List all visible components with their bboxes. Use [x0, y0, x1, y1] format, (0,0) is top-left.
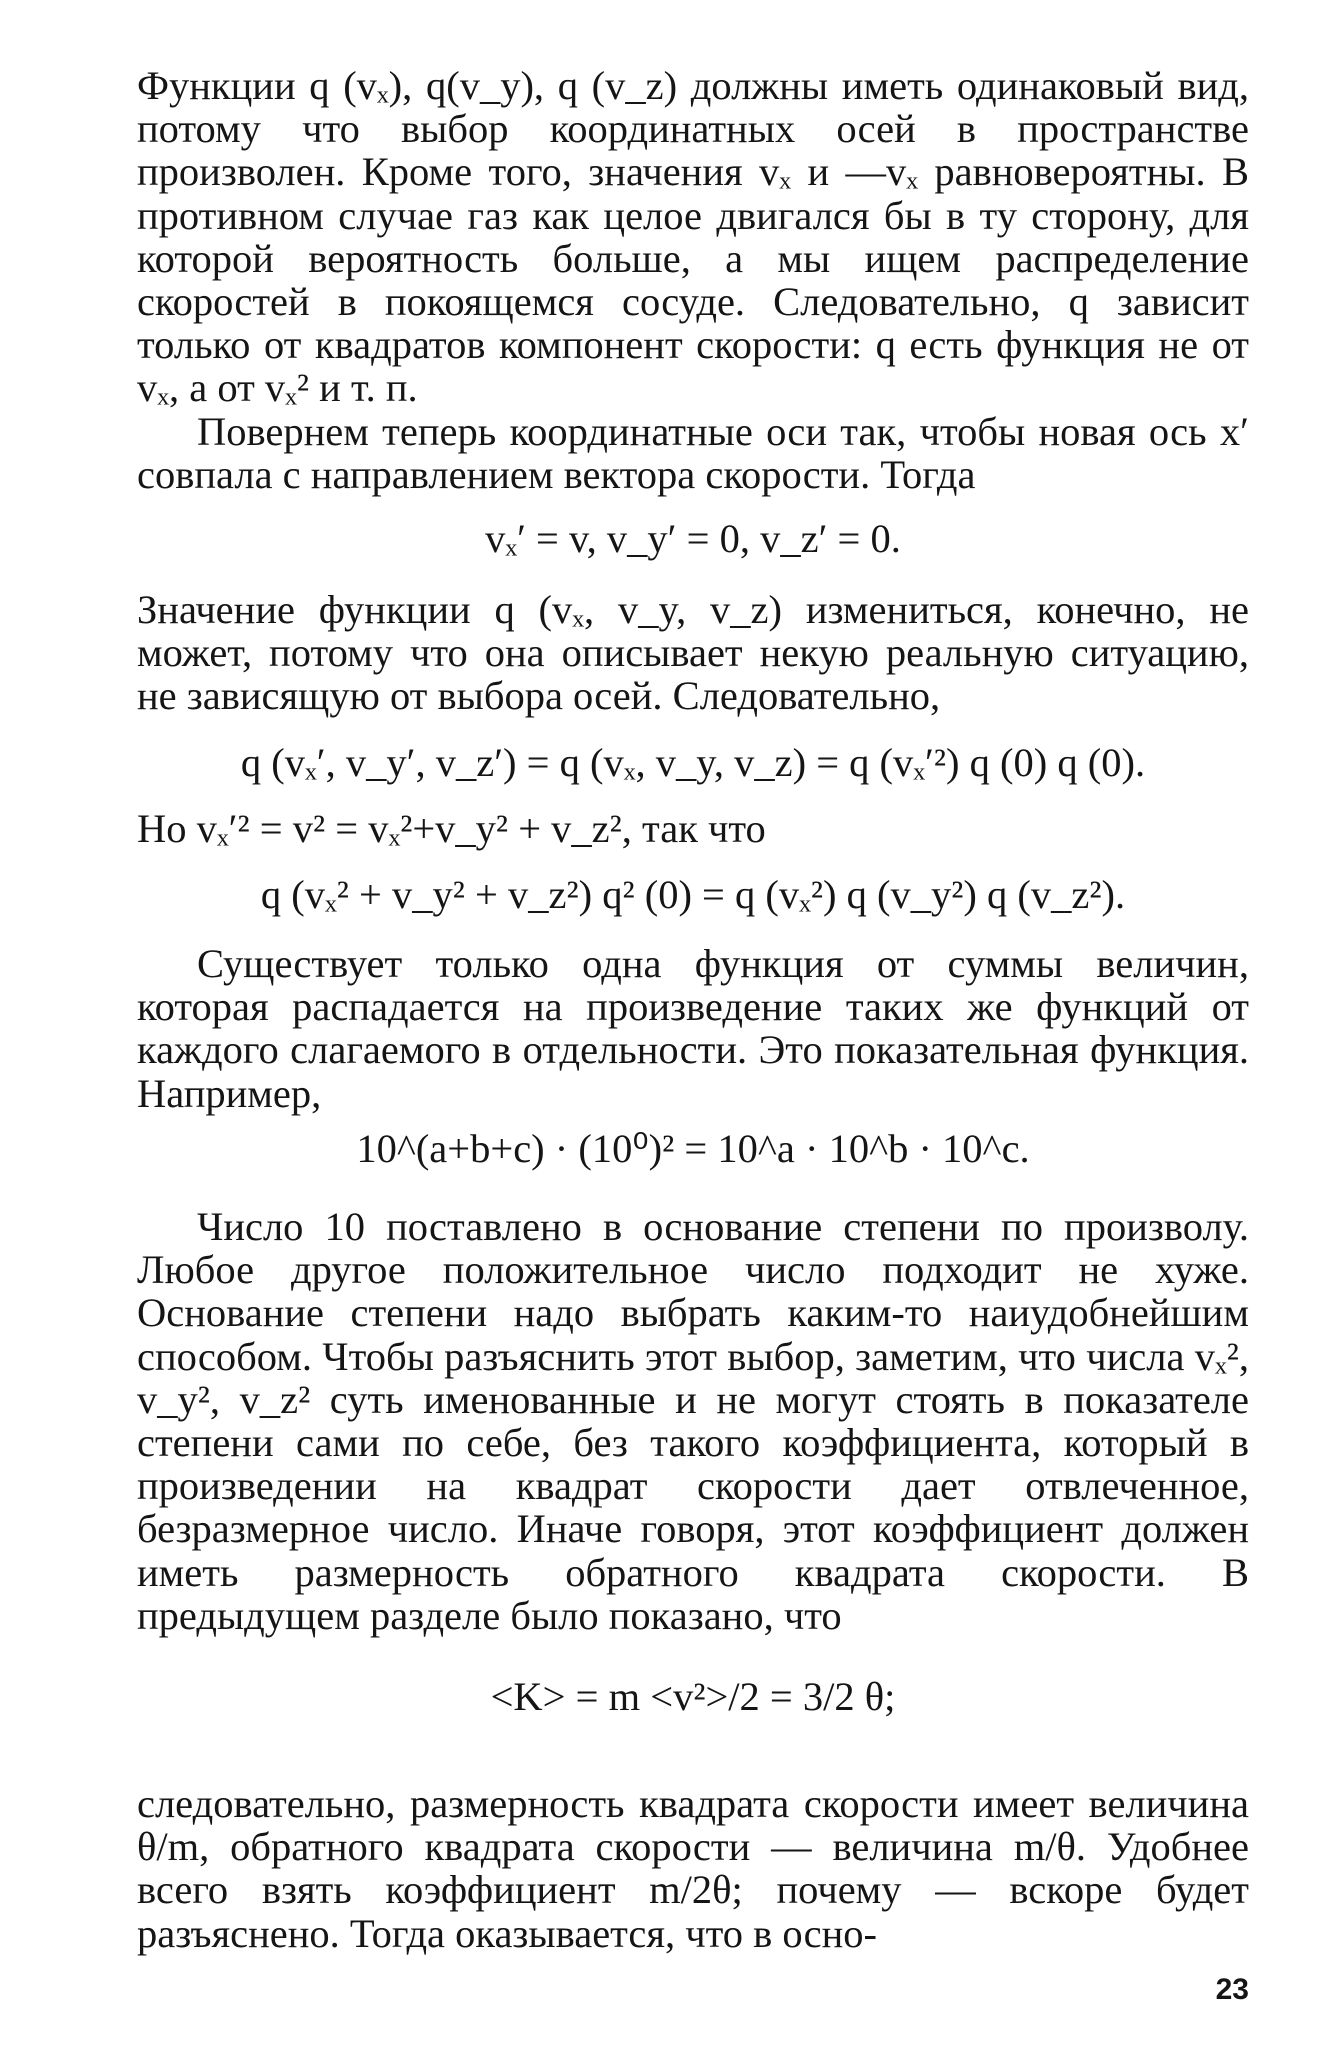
paragraph: следовательно, размерность квадрата скорости имеет величина θ/m, обратного квадрата скорости — величина m/θ. Удобнее всего взять коэффициент m/2θ; почему — вскоре будет разъяснено. Тогда оказывается, что в осно- [137, 1781, 1249, 1956]
equation: q (vₓ² + v_y² + v_z²) q² (0) = q (vₓ²) q (v_y²) q (v_z²). [260, 872, 1126, 917]
equation: vₓ′ = v, v_y′ = 0, v_z′ = 0. [485, 516, 901, 561]
equation: 10^(a+b+c) · (10⁰)² = 10^a · 10^b · 10^c. [356, 1126, 1030, 1171]
page-number: 23 [1215, 1973, 1249, 2006]
paragraph: Значение функции q (vₓ, v_y, v_z) измениться, конечно, не может, потому что она описывает некую реальную ситуацию, не зависящую от выбора осей. Следовательно, [137, 587, 1249, 719]
paragraph: Функции q (vₓ), q(v_y), q (v_z) должны иметь одинаковый вид, потому что выбор координатных осей в пространстве произволен. Кроме того, значения vₓ и —vₓ равновероятны. В противном случае газ как целое двигался бы в ту сторону, для которой вероятность больше, а мы ищем распределение скоростей в покоящемся сосуде. Следовательно, q зависит только от квадратов компонент скорости: q есть функция не от vₓ, а от vₓ² и т. п. [137, 63, 1249, 411]
paragraph: Число 10 поставлено в основание степени по произволу. Любое другое положительное число подходит не хуже. Основание степени надо выбрать каким-то наиудобнейшим способом. Чтобы разъяснить этот выбор, заметим, что числа vₓ², v_y², v_z² суть именованные и не могут стоять в показателе степени сами по себе, без такого коэффициента, который в произведении на квадрат скорости дает отвлеченное, безразмерное число. Иначе говоря, этот коэффициент должен иметь размерность обратного квадрата скорости. В предыдущем разделе было показано, что [137, 1204, 1249, 1638]
paragraph: Но vₓ′² = v² = vₓ²+v_y² + v_z², так что [137, 806, 766, 851]
paragraph: Существует только одна функция от суммы величин, которая распадается на произведение таких же функций от каждого слагаемого в отдельности. Это показательная функция. Например, [137, 941, 1249, 1116]
paragraph: Повернем теперь координатные оси так, чтобы новая ось x′ совпала с направлением вектора скорости. Тогда [137, 409, 1249, 498]
equation: q (vₓ′, v_y′, v_z′) = q (vₓ, v_y, v_z) = q (vₓ′²) q (0) q (0). [240, 740, 1146, 785]
equation: <K> = m <v²>/2 = 3/2 θ; [490, 1674, 896, 1719]
